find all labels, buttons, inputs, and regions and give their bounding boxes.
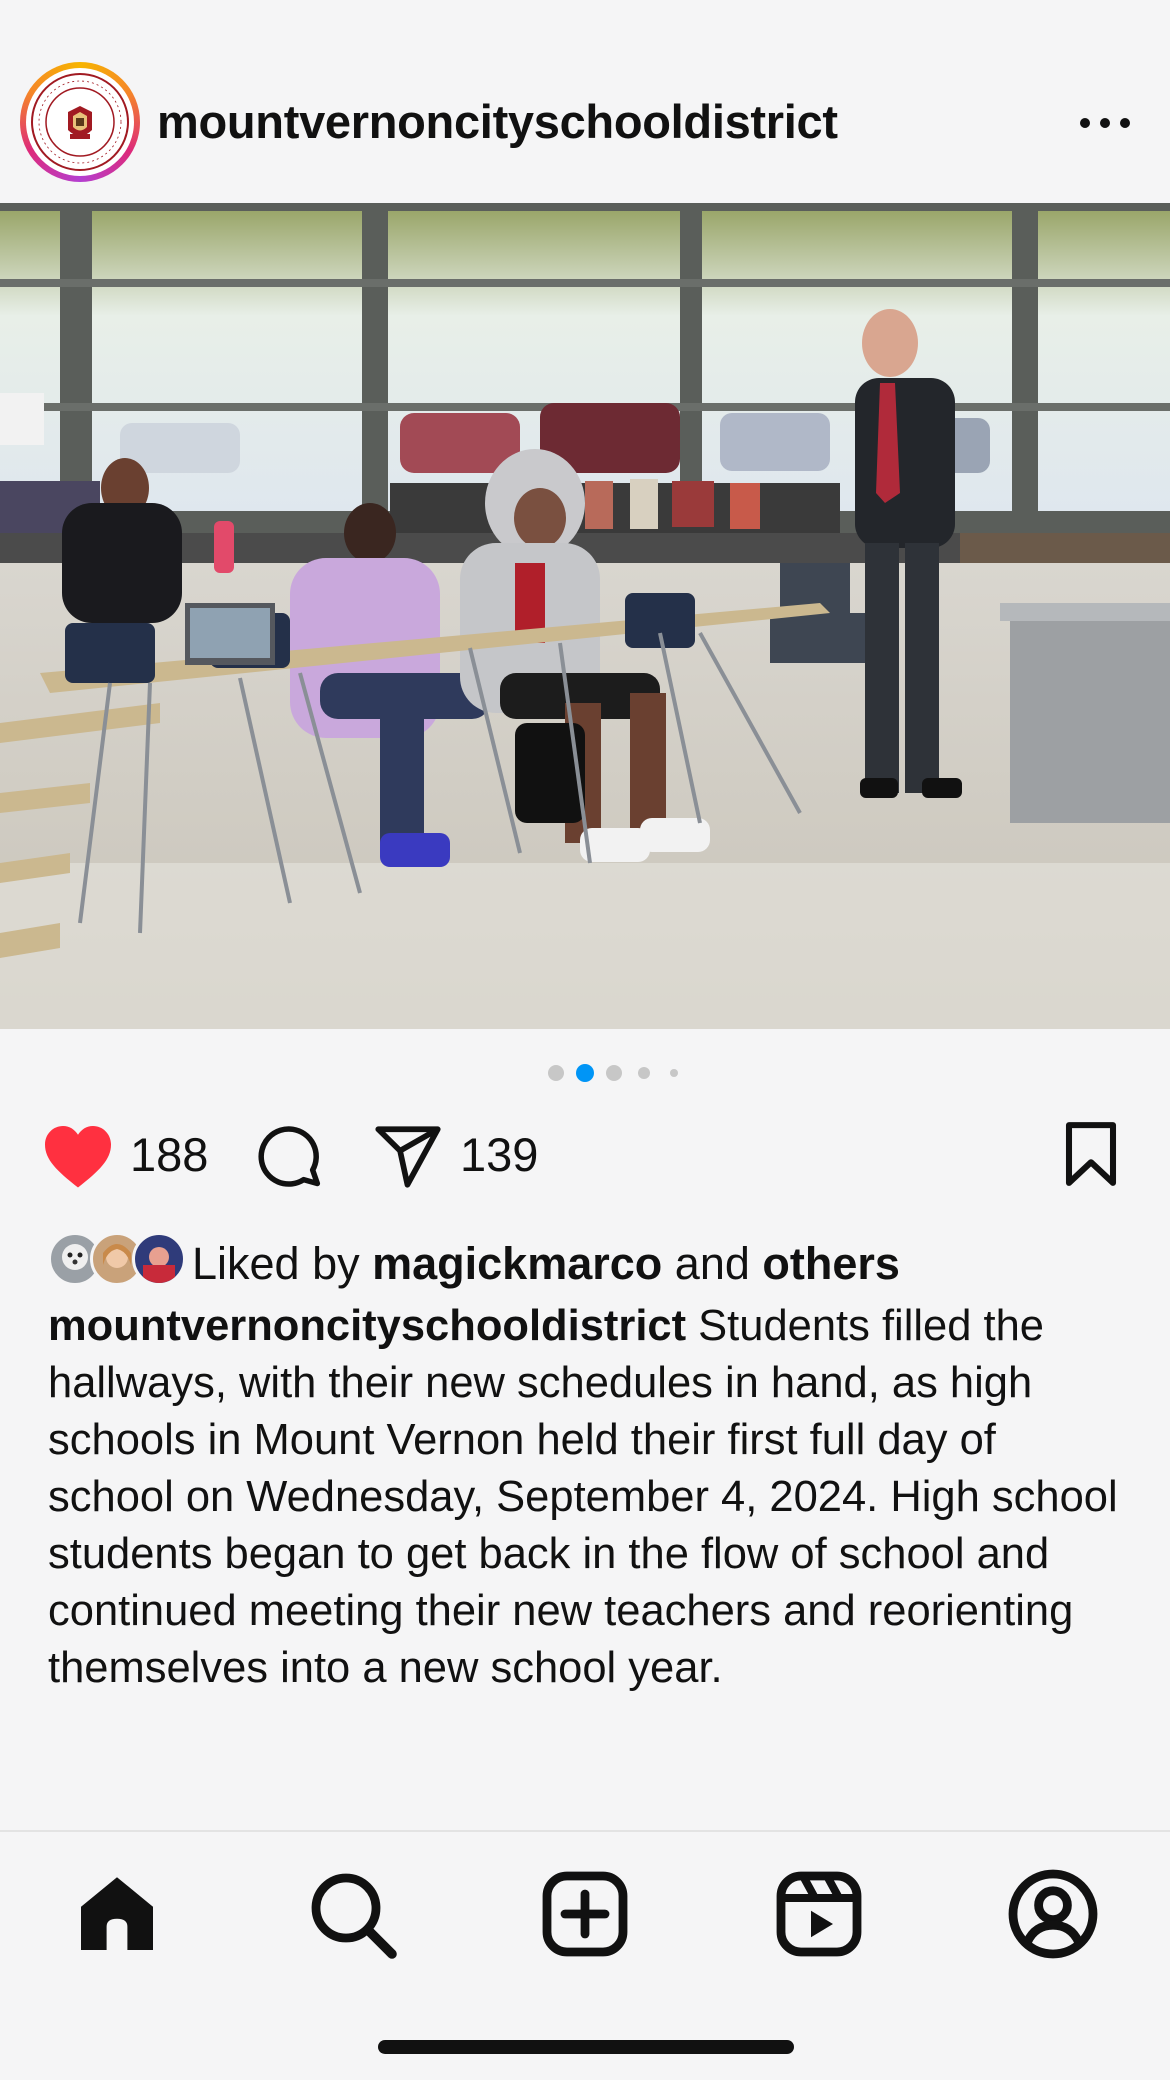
classroom-photo bbox=[0, 203, 1170, 1029]
liked-by-row[interactable] bbox=[48, 1230, 1148, 1290]
more-options-icon[interactable] bbox=[1070, 100, 1140, 144]
create-post-icon[interactable] bbox=[537, 1866, 633, 1962]
reels-icon[interactable] bbox=[771, 1866, 867, 1962]
profile-avatar[interactable] bbox=[20, 62, 140, 182]
carousel-dot bbox=[606, 1065, 622, 1081]
liked-by-text: Liked by magickmarco and others bbox=[192, 1238, 900, 1289]
caption-author[interactable]: mountvernoncityschooldistrict bbox=[48, 1302, 687, 1350]
carousel-dot bbox=[576, 1064, 594, 1082]
liked-by-others-link[interactable]: others bbox=[762, 1238, 900, 1289]
carousel-dot bbox=[670, 1069, 678, 1077]
home-indicator bbox=[378, 2040, 794, 2054]
liker-avatar-3 bbox=[132, 1232, 186, 1286]
post-username[interactable]: mountvernoncityschooldistrict bbox=[157, 95, 838, 148]
likes-count[interactable]: 188 bbox=[130, 1128, 209, 1181]
post-photo[interactable] bbox=[0, 203, 1170, 1029]
profile-icon[interactable] bbox=[1005, 1866, 1101, 1962]
carousel-dot bbox=[638, 1067, 650, 1079]
save-bookmark-icon[interactable] bbox=[1062, 1121, 1120, 1187]
post-caption bbox=[48, 1298, 1128, 1697]
carousel-dot bbox=[548, 1065, 564, 1081]
comment-bubble-icon[interactable] bbox=[256, 1123, 322, 1189]
shares-count[interactable]: 139 bbox=[460, 1128, 539, 1181]
bottom-tab-bar bbox=[0, 1832, 1170, 1992]
liker-username[interactable]: magickmarco bbox=[372, 1238, 663, 1289]
post-header bbox=[0, 0, 1170, 200]
carousel-indicator bbox=[0, 1063, 1170, 1083]
like-heart-icon[interactable] bbox=[42, 1123, 114, 1189]
post-actions bbox=[0, 1115, 1170, 1195]
share-send-icon[interactable] bbox=[374, 1125, 442, 1189]
home-icon[interactable] bbox=[69, 1866, 165, 1962]
search-icon[interactable] bbox=[304, 1866, 400, 1962]
caption-text: Students filled the hallways, with their new schedules in hand, as high schools in Mount Vernon held their first full day of school on Wednesday, September 4, 2024. High school students began to get back in the flow of school and continued meeting their new teachers and reorienting themselves into a new school year. bbox=[48, 1302, 1118, 1692]
school-seal-icon bbox=[30, 72, 130, 172]
